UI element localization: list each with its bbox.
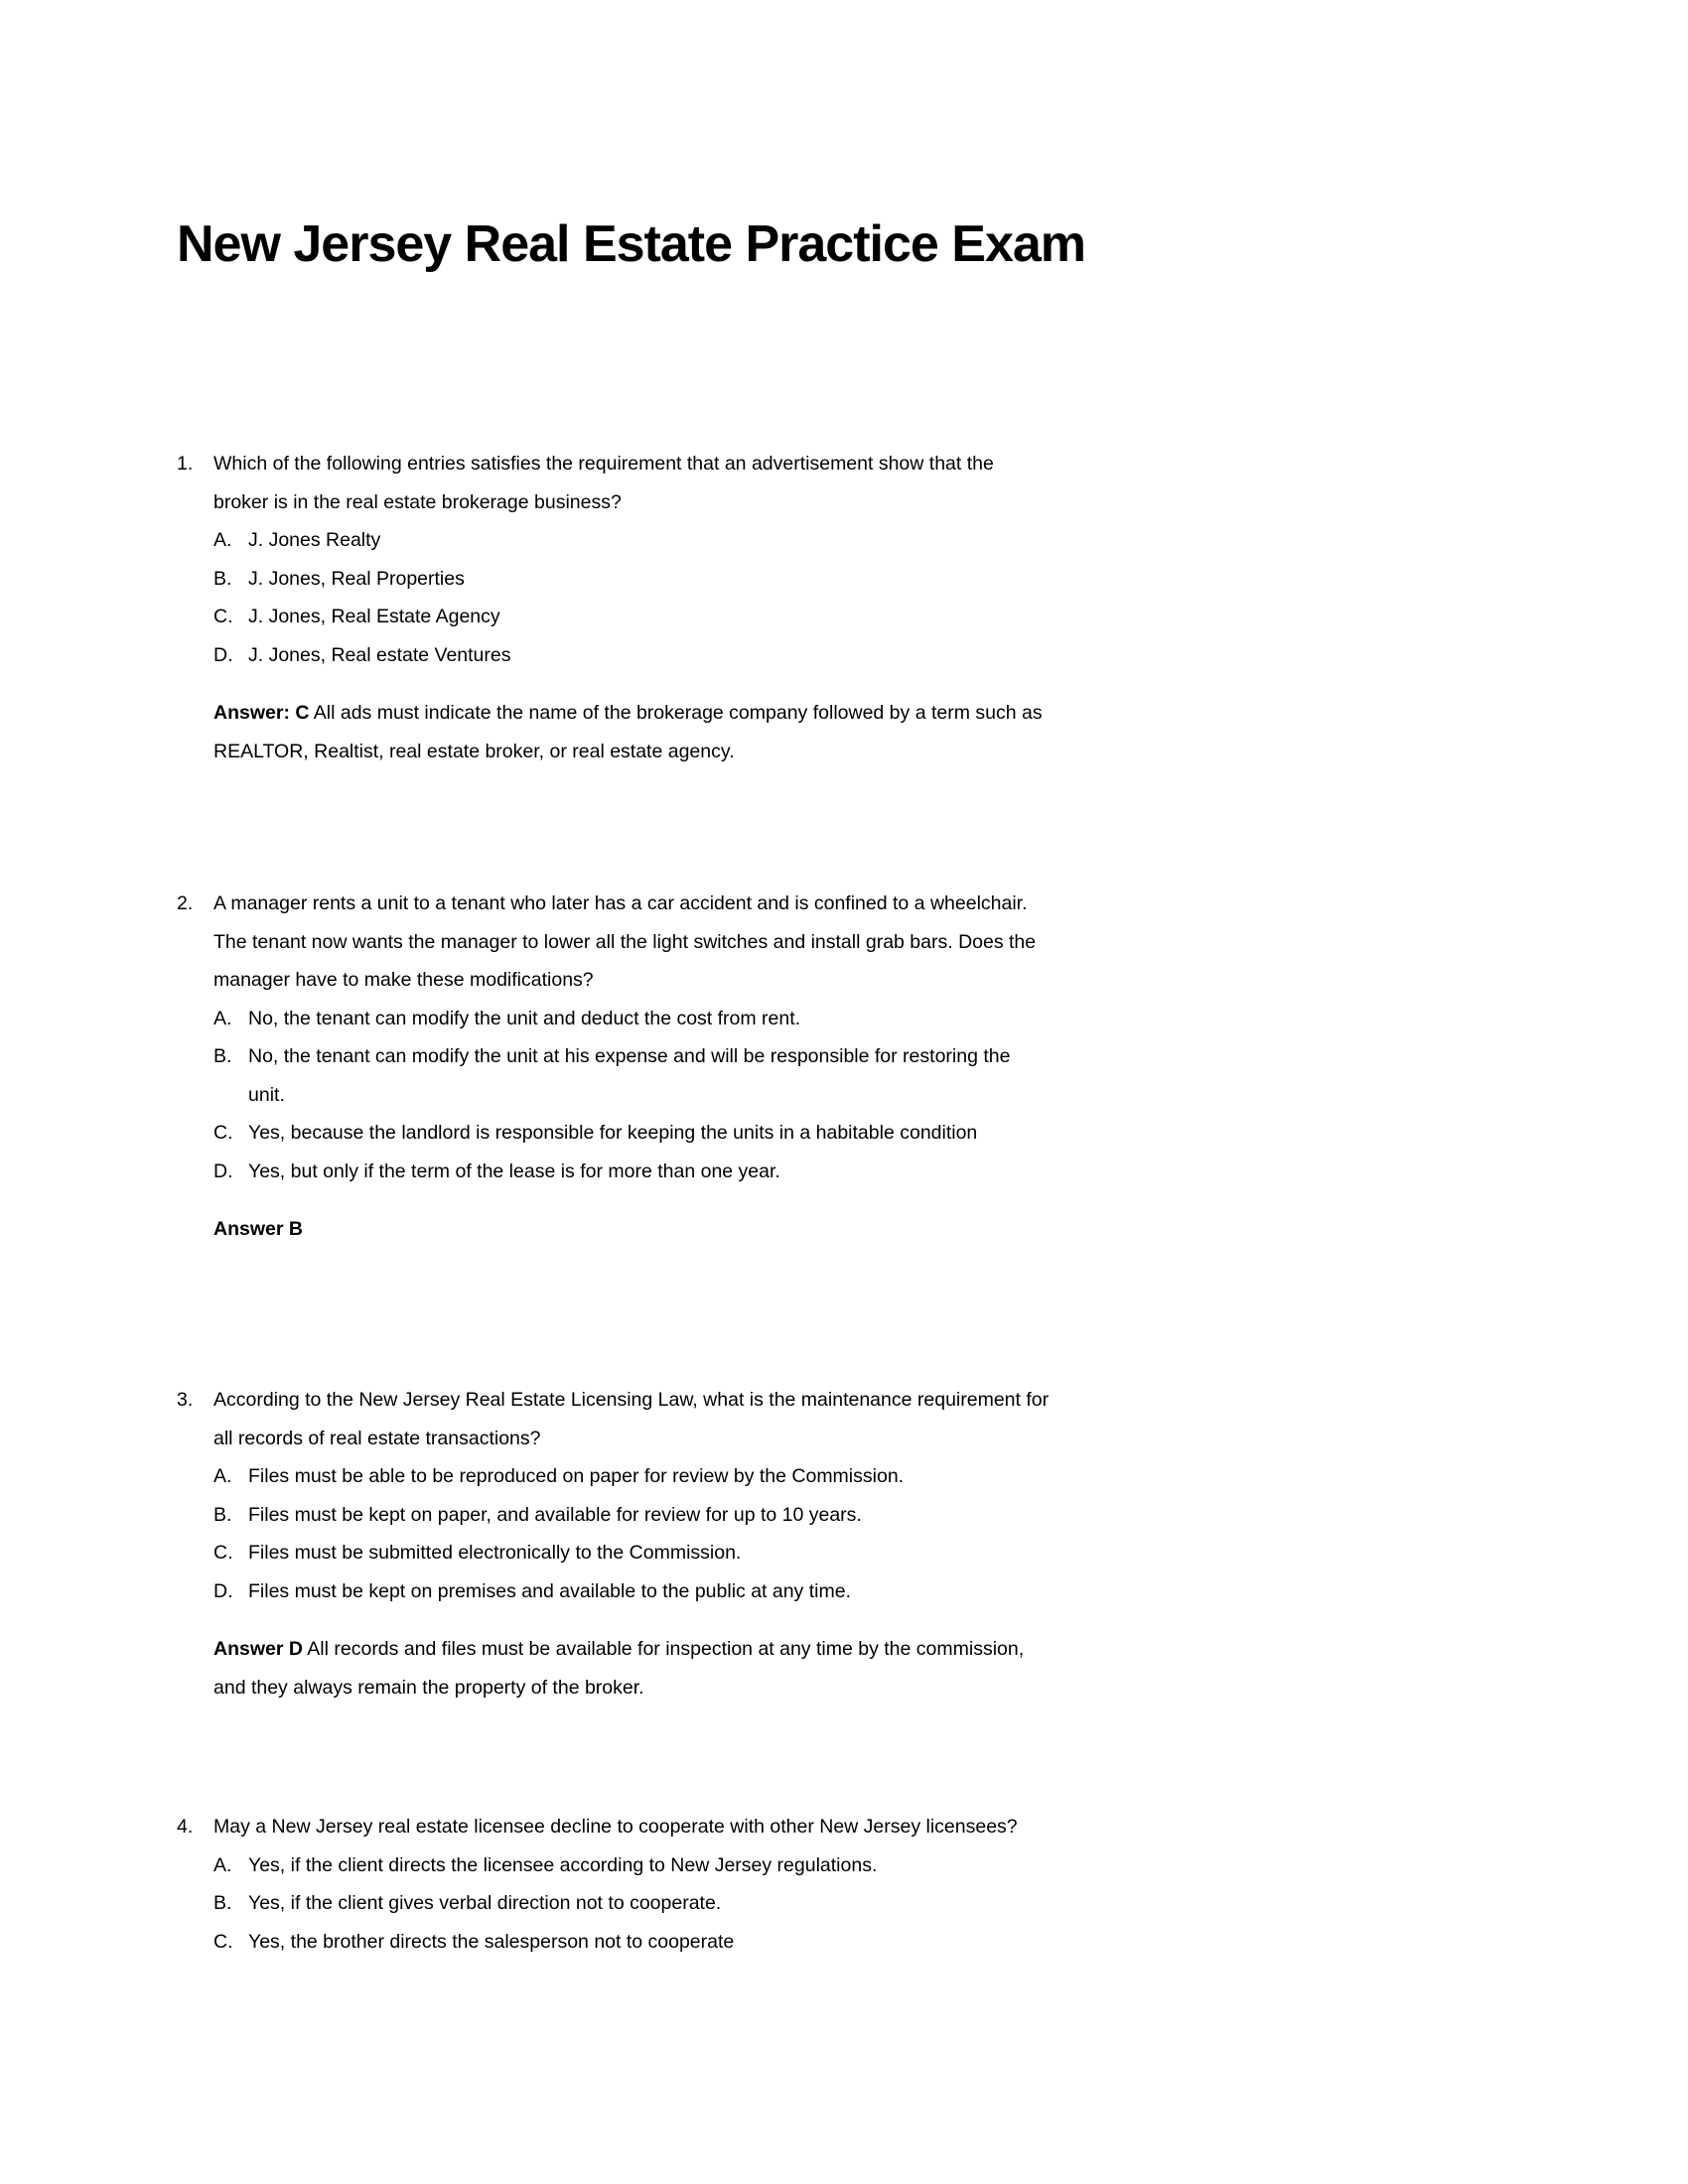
option-text: Files must be kept on paper, and available for review for up to 10 years. [248,1503,862,1526]
answer-text: All records and files must be available for inspection at any time by the commission, [302,1638,1025,1660]
answer-text: REALTOR, Realtist, real estate broker, or real estate agency. [213,740,735,762]
option-letter: C. [213,1122,233,1144]
question-block [0,445,1688,770]
question-block [0,1381,1688,1706]
answer-text-line [0,1630,1688,1669]
answer-paragraph [0,1210,1688,1249]
question-text-line [0,1420,1688,1458]
question-block [0,885,1688,1249]
option-row [0,1884,1688,1923]
question-number: 2. [177,892,194,914]
question-text: The tenant now wants the manager to lower all the light switches and install grab bars. Does the [213,930,1037,953]
option-text: No, the tenant can modify the unit and deduct the cost from rent. [248,1007,801,1029]
option-text: Yes, the brother directs the salesperson not to cooperate [248,1930,735,1953]
option-letter: A. [213,1465,232,1487]
option-letter: B. [213,1503,232,1526]
option-row [0,636,1688,675]
option-row [0,1534,1688,1572]
question-text: all records of real estate transactions? [213,1427,541,1449]
answer-text-line [0,694,1688,733]
option-row [0,1496,1688,1535]
question-number: 1. [177,453,194,475]
answer-paragraph [0,694,1688,770]
question-number: 4. [177,1816,194,1838]
question-text-line [0,885,1688,923]
option-row [0,1572,1688,1611]
option-text: J. Jones, Real Properties [248,567,465,590]
option-row [0,1076,1688,1115]
option-text: J. Jones, Real estate Ventures [248,643,511,666]
answer-label: Answer D [213,1638,303,1660]
option-letter: D. [213,1579,233,1602]
option-row [0,1457,1688,1496]
answer-text-line [0,1210,1688,1249]
option-letter: B. [213,567,232,590]
option-text: Files must be submitted electronically to the Commission. [248,1542,742,1564]
option-letter: A. [213,1007,232,1029]
option-text: unit. [248,1083,285,1106]
question-block [0,1808,1688,1961]
option-letter: C. [213,606,233,627]
option-text: J. Jones, Real Estate Agency [248,606,500,627]
answer-paragraph [0,1630,1688,1706]
option-row [0,1153,1688,1191]
question-text: A manager rents a unit to a tenant who later has a car accident and is confined to a wheelchair. [213,892,1028,914]
option-text: Files must be kept on premises and available to the public at any time. [248,1579,851,1602]
question-text: May a New Jersey real estate licensee decline to cooperate with other New Jersey licensees? [213,1816,1018,1838]
option-text: Yes, but only if the term of the lease is for more than one year. [248,1160,780,1182]
answer-label: Answer: C [213,702,310,724]
option-letter: C. [213,1542,233,1564]
option-text: Yes, because the landlord is responsible for keeping the units in a habitable condition [248,1122,978,1144]
option-letter: A. [213,529,232,551]
answer-label: Answer B [213,1218,303,1240]
answer-text: and they always remain the property of the broker. [213,1676,644,1699]
question-text-line [0,923,1688,962]
option-letter: A. [213,1853,232,1876]
question-text: broker is in the real estate brokerage business? [213,490,622,513]
option-row [0,1846,1688,1885]
document-title: New Jersey Real Estate Practice Exam [177,215,1086,273]
option-letter: B. [213,1045,232,1067]
question-text-line [0,483,1688,522]
option-row [0,1000,1688,1038]
option-letter: D. [213,1160,233,1182]
question-text-line [0,961,1688,1000]
question-text: According to the New Jersey Real Estate Licensing Law, what is the maintenance requirement for [213,1389,1050,1411]
option-row [0,521,1688,560]
option-row [0,1037,1688,1076]
answer-text: All ads must indicate the name of the brokerage company followed by a term such as [309,702,1043,724]
option-text: J. Jones Realty [248,529,381,551]
option-text: Yes, if the client directs the licensee according to New Jersey regulations. [248,1853,878,1876]
option-row [0,560,1688,599]
answer-text-line [0,1669,1688,1707]
question-text-line [0,1381,1688,1420]
question-text-line [0,445,1688,483]
option-row [0,1923,1688,1962]
question-text: manager have to make these modifications? [213,969,594,991]
question-text: Which of the following entries satisfies the requirement that an advertisement show that the [213,453,994,475]
option-row [0,598,1688,636]
question-text-line [0,1808,1688,1846]
option-letter: B. [213,1892,232,1914]
option-text: No, the tenant can modify the unit at his expense and will be responsible for restoring the [248,1045,1011,1067]
option-letter: D. [213,643,233,666]
option-text: Yes, if the client gives verbal direction not to cooperate. [248,1892,722,1914]
option-text: Files must be able to be reproduced on paper for review by the Commission. [248,1465,905,1487]
option-letter: C. [213,1930,233,1953]
question-number: 3. [177,1389,194,1411]
option-row [0,1114,1688,1153]
answer-text-line [0,733,1688,771]
